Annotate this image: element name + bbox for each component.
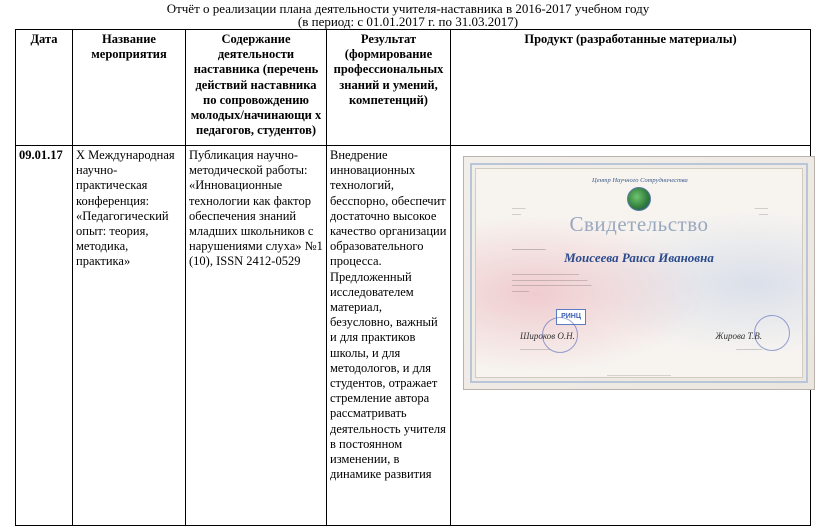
certificate-fine-print: ———————————————— —————————————————— ——————————————————— ———— xyxy=(512,271,592,293)
cell-product xyxy=(451,146,811,526)
signature-left: Широков О.Н. xyxy=(520,331,575,341)
report-period: (в период: с 01.01.2017 г. по 31.03.2017) xyxy=(297,14,519,29)
certificate-badge: РИНЦ xyxy=(556,309,586,325)
cell-event: X Международная научно-практическая конференция: «Педагогический опыт: теория, методика, практика» xyxy=(73,146,186,526)
col-header-event: Название мероприятия xyxy=(73,30,186,146)
col-header-date: Дата xyxy=(16,30,73,146)
certificate-arc-text: Центр Научного Сотрудничества xyxy=(592,177,688,184)
col-header-result: Результат (формирование профессиональных знаний и умений, компетенций) xyxy=(327,30,451,146)
certificate-recipient: Моисеева Раиса Ивановна xyxy=(564,250,714,265)
col-header-product: Продукт (разработанные материалы) xyxy=(451,30,811,146)
certificate-image xyxy=(463,156,815,390)
signature-left-caption: ——————— xyxy=(520,346,551,351)
col-header-content: Содержание деятельности наставника (перечень действий наставника по сопровождению молодых/начинающи х педагогов, студентов) xyxy=(186,30,327,146)
table-header-row xyxy=(16,30,811,146)
cell-date: 09.01.17 xyxy=(16,146,73,526)
signature-right: Жирова Т.В. xyxy=(715,331,762,341)
cell-content: Публикация научно-методической работы: «Инновационные технологии как фактор обеспечения знаний младших школьников с нарушениями слуха» №1 (10), ISSN 2412-0529 xyxy=(186,146,327,526)
globe-logo-icon xyxy=(627,187,651,211)
certificate-side-note-left: ——— —— xyxy=(512,205,526,216)
report-table xyxy=(15,29,811,526)
certificate-heading: Свидетельство xyxy=(569,212,709,236)
certificate-lead-line: ——————— xyxy=(512,248,546,253)
table-row xyxy=(16,146,811,526)
signature-right-caption: —————— xyxy=(736,346,762,351)
cell-result: Внедрение инновационных технологий, бесспорно, обеспечит достаточно высокое качество организации образовательного процесса. Предложенный исследователем материал, безусловно, важный и для практиков школы, и для методологов, и для студентов, отражает стремление автора рассматривать деятельность учителя в постоянном изменении, в динамике развития xyxy=(327,146,451,526)
report-title: Отчёт о реализации плана деятельности учителя-наставника в 2016-2017 учебном году xyxy=(166,1,650,16)
certificate-side-note-right: ——— —— xyxy=(754,205,768,216)
certificate-footer: ———————————————— xyxy=(607,372,671,377)
